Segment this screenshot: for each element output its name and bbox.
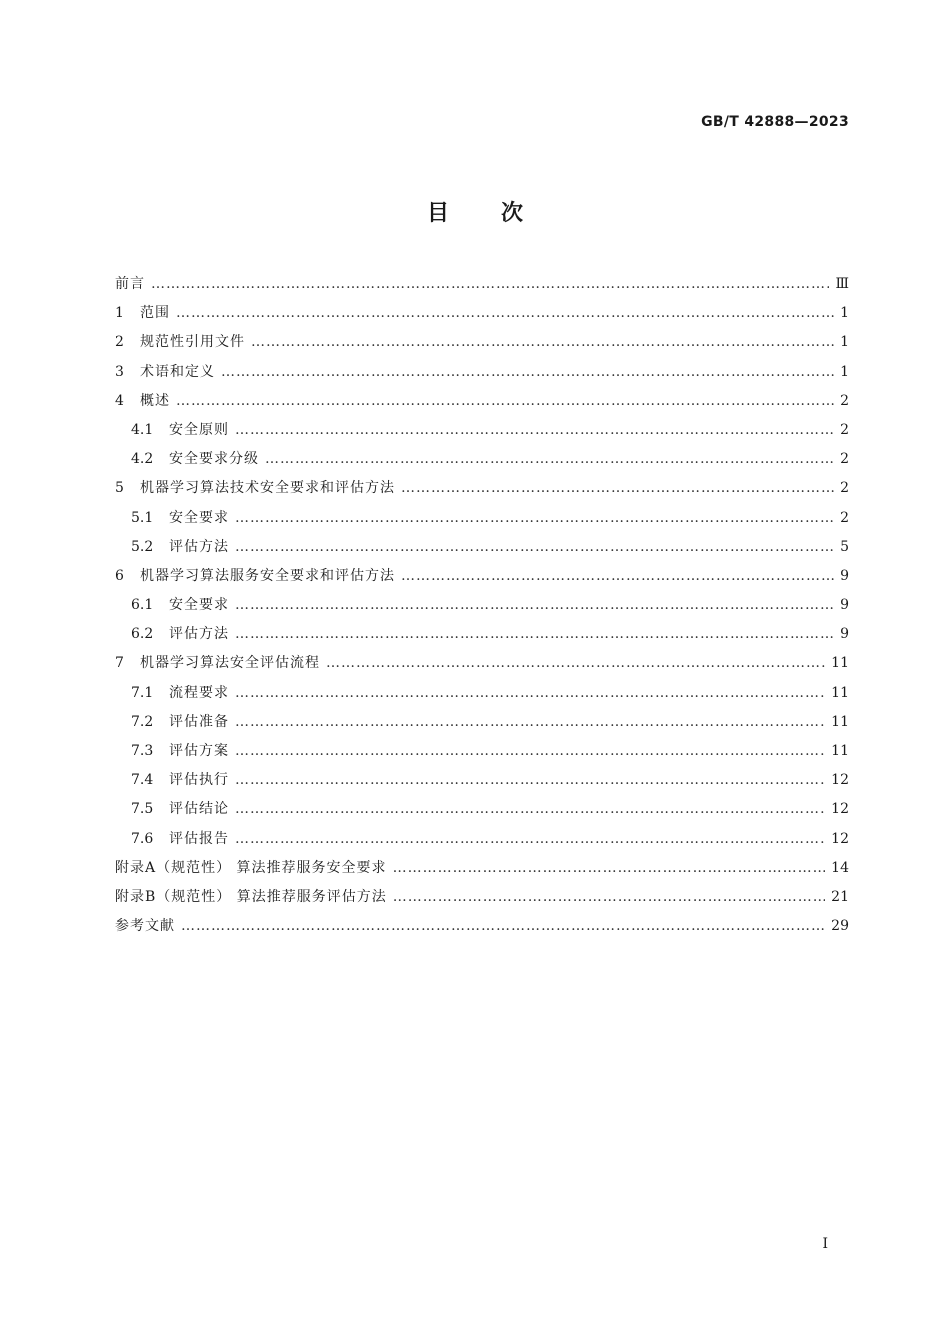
toc-entry-number: 6.2 [131, 626, 154, 643]
toc-entry-7-3[interactable] [115, 737, 849, 766]
toc-leader-dots [235, 416, 834, 445]
toc-entry-title: 前言 [115, 276, 145, 292]
toc-entry-page: 12 [831, 772, 849, 789]
toc-entry-number: 2 [115, 334, 124, 351]
toc-entry-title: 机器学习算法技术安全要求和评估方法 [140, 480, 395, 497]
toc-entry-number: 6.1 [131, 597, 154, 614]
toc-leader-dots [393, 883, 825, 912]
toc-leader-dots [235, 708, 825, 737]
toc-leader-dots [235, 795, 825, 824]
toc-entry-7-5[interactable] [115, 795, 849, 824]
toc-entry-4-1[interactable] [115, 416, 849, 445]
toc-entry-number: 7 [115, 655, 124, 672]
toc-entry-page: 1 [840, 305, 849, 322]
toc-entry-title: 安全要求 [169, 509, 229, 526]
toc-entry-page: 5 [840, 538, 849, 555]
toc-entry-title: 安全要求 [169, 597, 229, 614]
toc-entry-number: 7.1 [131, 684, 154, 701]
toc-leader-dots [235, 504, 834, 533]
toc-entry-7-6[interactable] [115, 825, 849, 854]
toc-entry-title: 规范性引用文件 [140, 334, 245, 351]
toc-entry-page: Ⅲ [835, 276, 849, 292]
toc-leader-dots [181, 912, 825, 941]
toc-leader-dots [235, 679, 825, 708]
toc-entry-4[interactable] [115, 387, 849, 416]
toc-entry-title: 评估方法 [169, 538, 229, 555]
toc-leader-dots [235, 620, 834, 649]
toc-entry-page: 21 [831, 888, 849, 905]
toc-entry-page: 2 [840, 509, 849, 526]
toc-entry-references[interactable] [115, 912, 849, 941]
toc-entry-title: 附录B（规范性） 算法推荐服务评估方法 [115, 888, 387, 905]
toc-leader-dots [235, 825, 825, 854]
toc-entry-title: 概述 [140, 392, 170, 409]
toc-leader-dots [251, 328, 834, 357]
toc-entry-title: 流程要求 [169, 684, 229, 701]
toc-entry-title: 评估报告 [169, 830, 229, 847]
toc-entry-page: 12 [831, 801, 849, 818]
toc-entry-number: 5.2 [131, 538, 154, 555]
toc-leader-dots [235, 533, 834, 562]
toc-entry-title: 参考文献 [115, 918, 175, 935]
toc-entry-page: 1 [840, 363, 849, 380]
toc-entry-5[interactable] [115, 474, 849, 503]
toc-entry-number: 3 [115, 363, 124, 380]
toc-entry-page: 2 [840, 421, 849, 438]
toc-entry-page: 9 [840, 567, 849, 584]
toc-leader-dots [235, 766, 825, 795]
toc-leader-dots [235, 591, 834, 620]
toc-entry-foreword[interactable] [115, 270, 849, 299]
toc-entry-number: 4.2 [131, 451, 154, 468]
toc-entry-7-4[interactable] [115, 766, 849, 795]
toc-leader-dots [393, 854, 826, 883]
toc-entry-number: 7.6 [131, 830, 154, 847]
toc-entry-number: 7.2 [131, 713, 154, 730]
toc-list [115, 270, 849, 941]
toc-entry-page: 11 [831, 655, 849, 672]
toc-title: 目次 [426, 201, 575, 226]
toc-leader-dots [235, 737, 825, 766]
toc-entry-number: 7.5 [131, 801, 154, 818]
toc-entry-7[interactable] [115, 649, 849, 678]
toc-entry-page: 2 [840, 451, 849, 468]
toc-entry-number: 4 [115, 392, 124, 409]
toc-entry-appendix-a[interactable] [115, 854, 849, 883]
toc-entry-page: 2 [840, 392, 849, 409]
toc-leader-dots [176, 299, 834, 328]
toc-entry-title: 评估执行 [169, 772, 229, 789]
toc-entry-title: 术语和定义 [140, 363, 215, 380]
toc-entry-number: 4.1 [131, 421, 154, 438]
toc-entry-7-1[interactable] [115, 679, 849, 708]
toc-entry-5-2[interactable] [115, 533, 849, 562]
toc-entry-page: 11 [831, 743, 849, 759]
standard-number: GB/T 42888—2023 [701, 114, 849, 130]
toc-leader-dots [176, 387, 834, 416]
toc-leader-dots [265, 445, 834, 474]
toc-entry-6-2[interactable] [115, 620, 849, 649]
toc-entry-title: 评估方法 [169, 626, 229, 643]
toc-entry-2[interactable] [115, 328, 849, 357]
toc-entry-page: 11 [831, 684, 849, 701]
toc-leader-dots [326, 649, 825, 678]
toc-entry-title: 附录A（规范性） 算法推荐服务安全要求 [115, 859, 387, 876]
toc-entry-3[interactable] [115, 358, 849, 387]
toc-entry-page: 1 [840, 334, 849, 351]
toc-entry-title: 评估准备 [169, 713, 229, 730]
toc-leader-dots [401, 474, 834, 503]
toc-entry-title: 评估结论 [169, 801, 229, 818]
toc-entry-title: 机器学习算法安全评估流程 [140, 655, 320, 672]
toc-entry-title: 评估方案 [169, 743, 229, 759]
toc-entry-number: 7.4 [131, 772, 154, 789]
toc-entry-page: 29 [831, 918, 849, 935]
toc-entry-6-1[interactable] [115, 591, 849, 620]
toc-entry-number: 7.3 [131, 743, 154, 759]
toc-entry-page: 9 [840, 626, 849, 643]
page-number: Ⅰ [822, 1236, 828, 1252]
toc-entry-number: 5 [115, 480, 124, 497]
toc-leader-dots [401, 562, 834, 591]
toc-entry-title: 安全原则 [169, 421, 229, 438]
toc-leader-dots [151, 270, 829, 299]
toc-entry-page: 2 [840, 480, 849, 497]
toc-entry-page: 14 [831, 859, 849, 876]
toc-entry-6[interactable] [115, 562, 849, 591]
toc-entry-number: 1 [115, 305, 124, 322]
toc-entry-4-2[interactable] [115, 445, 849, 474]
toc-entry-title: 安全要求分级 [169, 451, 259, 468]
toc-entry-page: 11 [831, 713, 849, 730]
toc-entry-7-2[interactable] [115, 708, 849, 737]
toc-entry-appendix-b[interactable] [115, 883, 849, 912]
toc-entry-title: 机器学习算法服务安全要求和评估方法 [140, 567, 395, 584]
toc-entry-page: 9 [840, 597, 849, 614]
toc-entry-1[interactable] [115, 299, 849, 328]
toc-entry-number: 5.1 [131, 509, 154, 526]
toc-leader-dots [221, 358, 834, 387]
toc-entry-title: 范围 [140, 305, 170, 322]
toc-entry-5-1[interactable] [115, 504, 849, 533]
toc-entry-number: 6 [115, 567, 124, 584]
toc-entry-page: 12 [831, 830, 849, 847]
